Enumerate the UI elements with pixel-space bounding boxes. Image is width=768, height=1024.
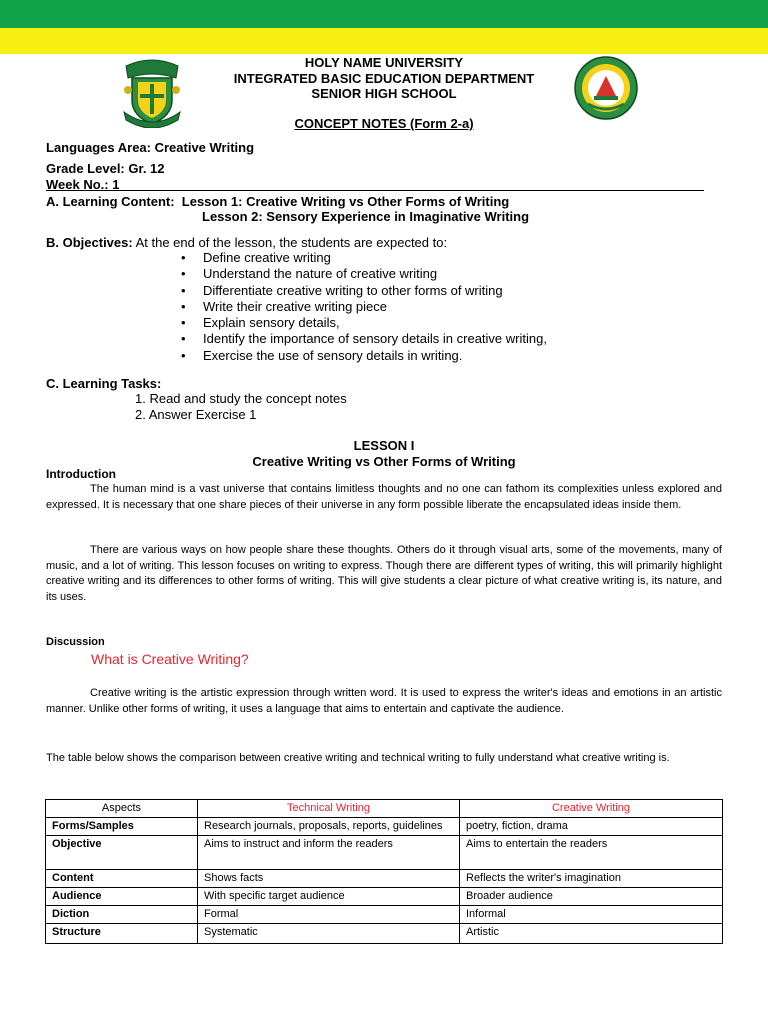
creative-cell: Reflects the writer's imagination [460,870,723,888]
table-header-row [46,800,723,818]
technical-cell: Aims to instruct and inform the readers [198,836,460,870]
introduction-paragraph-1: The human mind is a vast universe that contains limitless thoughts and no one can fathom its complexities unless explored and expressed. It is necessary that one share pieces of their universe in any form possible liberate the encapsulated ideas inside them. [46,483,722,511]
table-row [46,836,723,870]
creative-cell: Informal [460,906,723,924]
creative-cell: Artistic [460,924,723,944]
table-row [46,818,723,836]
lesson-heading [0,438,768,470]
document-header [0,55,768,102]
department-name: INTEGRATED BASIC EDUCATION DEPARTMENT [233,70,535,86]
objective-item: • Explain sensory details, [181,315,547,331]
learning-tasks-list [135,391,347,423]
discussion-paragraph-2: The table below shows the comparison between creative writing and technical writing to fully understand what creative writing is. [46,752,670,764]
technical-cell: Research journals, proposals, reports, guidelines [198,818,460,836]
what-is-creative-writing-heading: What is Creative Writing? [91,651,249,667]
objective-item: • Define creative writing [181,250,547,266]
lesson-title: Creative Writing vs Other Forms of Writing [252,454,516,469]
objectives-list [181,250,547,364]
objectives-intro [46,235,447,250]
objective-item: • Write their creative writing piece [181,299,547,315]
learning-content-label: A. Learning Content: [46,194,175,209]
table-row [46,924,723,944]
header-technical-writing: Technical Writing [198,800,460,818]
form-title: CONCEPT NOTES (Form 2-a) [294,116,474,131]
technical-cell: Shows facts [198,870,460,888]
task-item: 2. Answer Exercise 1 [135,407,257,422]
school-name: SENIOR HIGH SCHOOL [311,86,457,101]
lesson-2-title: Lesson 2: Sensory Experience in Imaginative Writing [202,209,530,224]
table-row [46,870,723,888]
comparison-table [45,799,723,944]
task-item: 1. Read and study the concept notes [135,391,347,406]
technical-cell: Formal [198,906,460,924]
header-creative-writing: Creative Writing [460,800,723,818]
university-name: HOLY NAME UNIVERSITY [304,55,464,70]
aspect-cell: Diction [46,906,198,924]
lesson-1-title: Lesson 1: Creative Writing vs Other Forms of Writing [181,194,510,209]
objective-item: • Differentiate creative writing to other forms of writing [181,283,547,299]
lesson-number: LESSON I [353,438,415,453]
technical-cell: Systematic [198,924,460,944]
objectives-intro-text: At the end of the lesson, the students are expected to: [132,235,448,250]
header-aspects: Aspects [46,800,198,818]
aspect-cell: Objective [46,836,198,870]
creative-cell: poetry, fiction, drama [460,818,723,836]
table-row [46,906,723,924]
discussion-heading: Discussion [46,636,105,648]
aspect-cell: Structure [46,924,198,944]
introduction-paragraph-2: There are various ways on how people share these thoughts. Others do it through visual arts, some of the movements, many of music, and a lot of writing. This lesson focuses on writing to express. Though there are different types of writing, this will primarily highlight creative writing and its differences to other forms of writing. This will give students a clear picture of what creative writing is, its nature, and its uses. [46,544,722,604]
introduction-heading: Introduction [46,467,116,481]
learning-tasks-label: C. Learning Tasks: [46,376,162,391]
creative-cell: Aims to entertain the readers [460,836,723,870]
technical-cell: With specific target audience [198,888,460,906]
top-band-green [0,0,768,28]
languages-area: Languages Area: Creative Writing [46,140,255,155]
aspect-cell: Content [46,870,198,888]
objectives-label: B. Objectives: [46,235,133,250]
aspect-cell: Forms/Samples [46,818,198,836]
grade-level: Grade Level: Gr. 12 [46,161,165,176]
aspect-cell: Audience [46,888,198,906]
creative-cell: Broader audience [460,888,723,906]
objective-item: • Identify the importance of sensory details in creative writing, [181,331,547,347]
discussion-paragraph-1: Creative writing is the artistic expression through written word. It is used to express the writer's ideas and emotions in an artistic manner. Unlike other forms of writing, it uses a language that aims to entertain and captivate the audience. [46,687,722,715]
divider-line [46,190,704,191]
week-no: Week No.: 1 [46,177,120,192]
objective-item: • Understand the nature of creative writing [181,266,547,282]
table-row [46,888,723,906]
top-band-yellow [0,28,768,54]
objective-item: • Exercise the use of sensory details in writing. [181,348,547,364]
learning-content-line-1 [46,194,509,209]
